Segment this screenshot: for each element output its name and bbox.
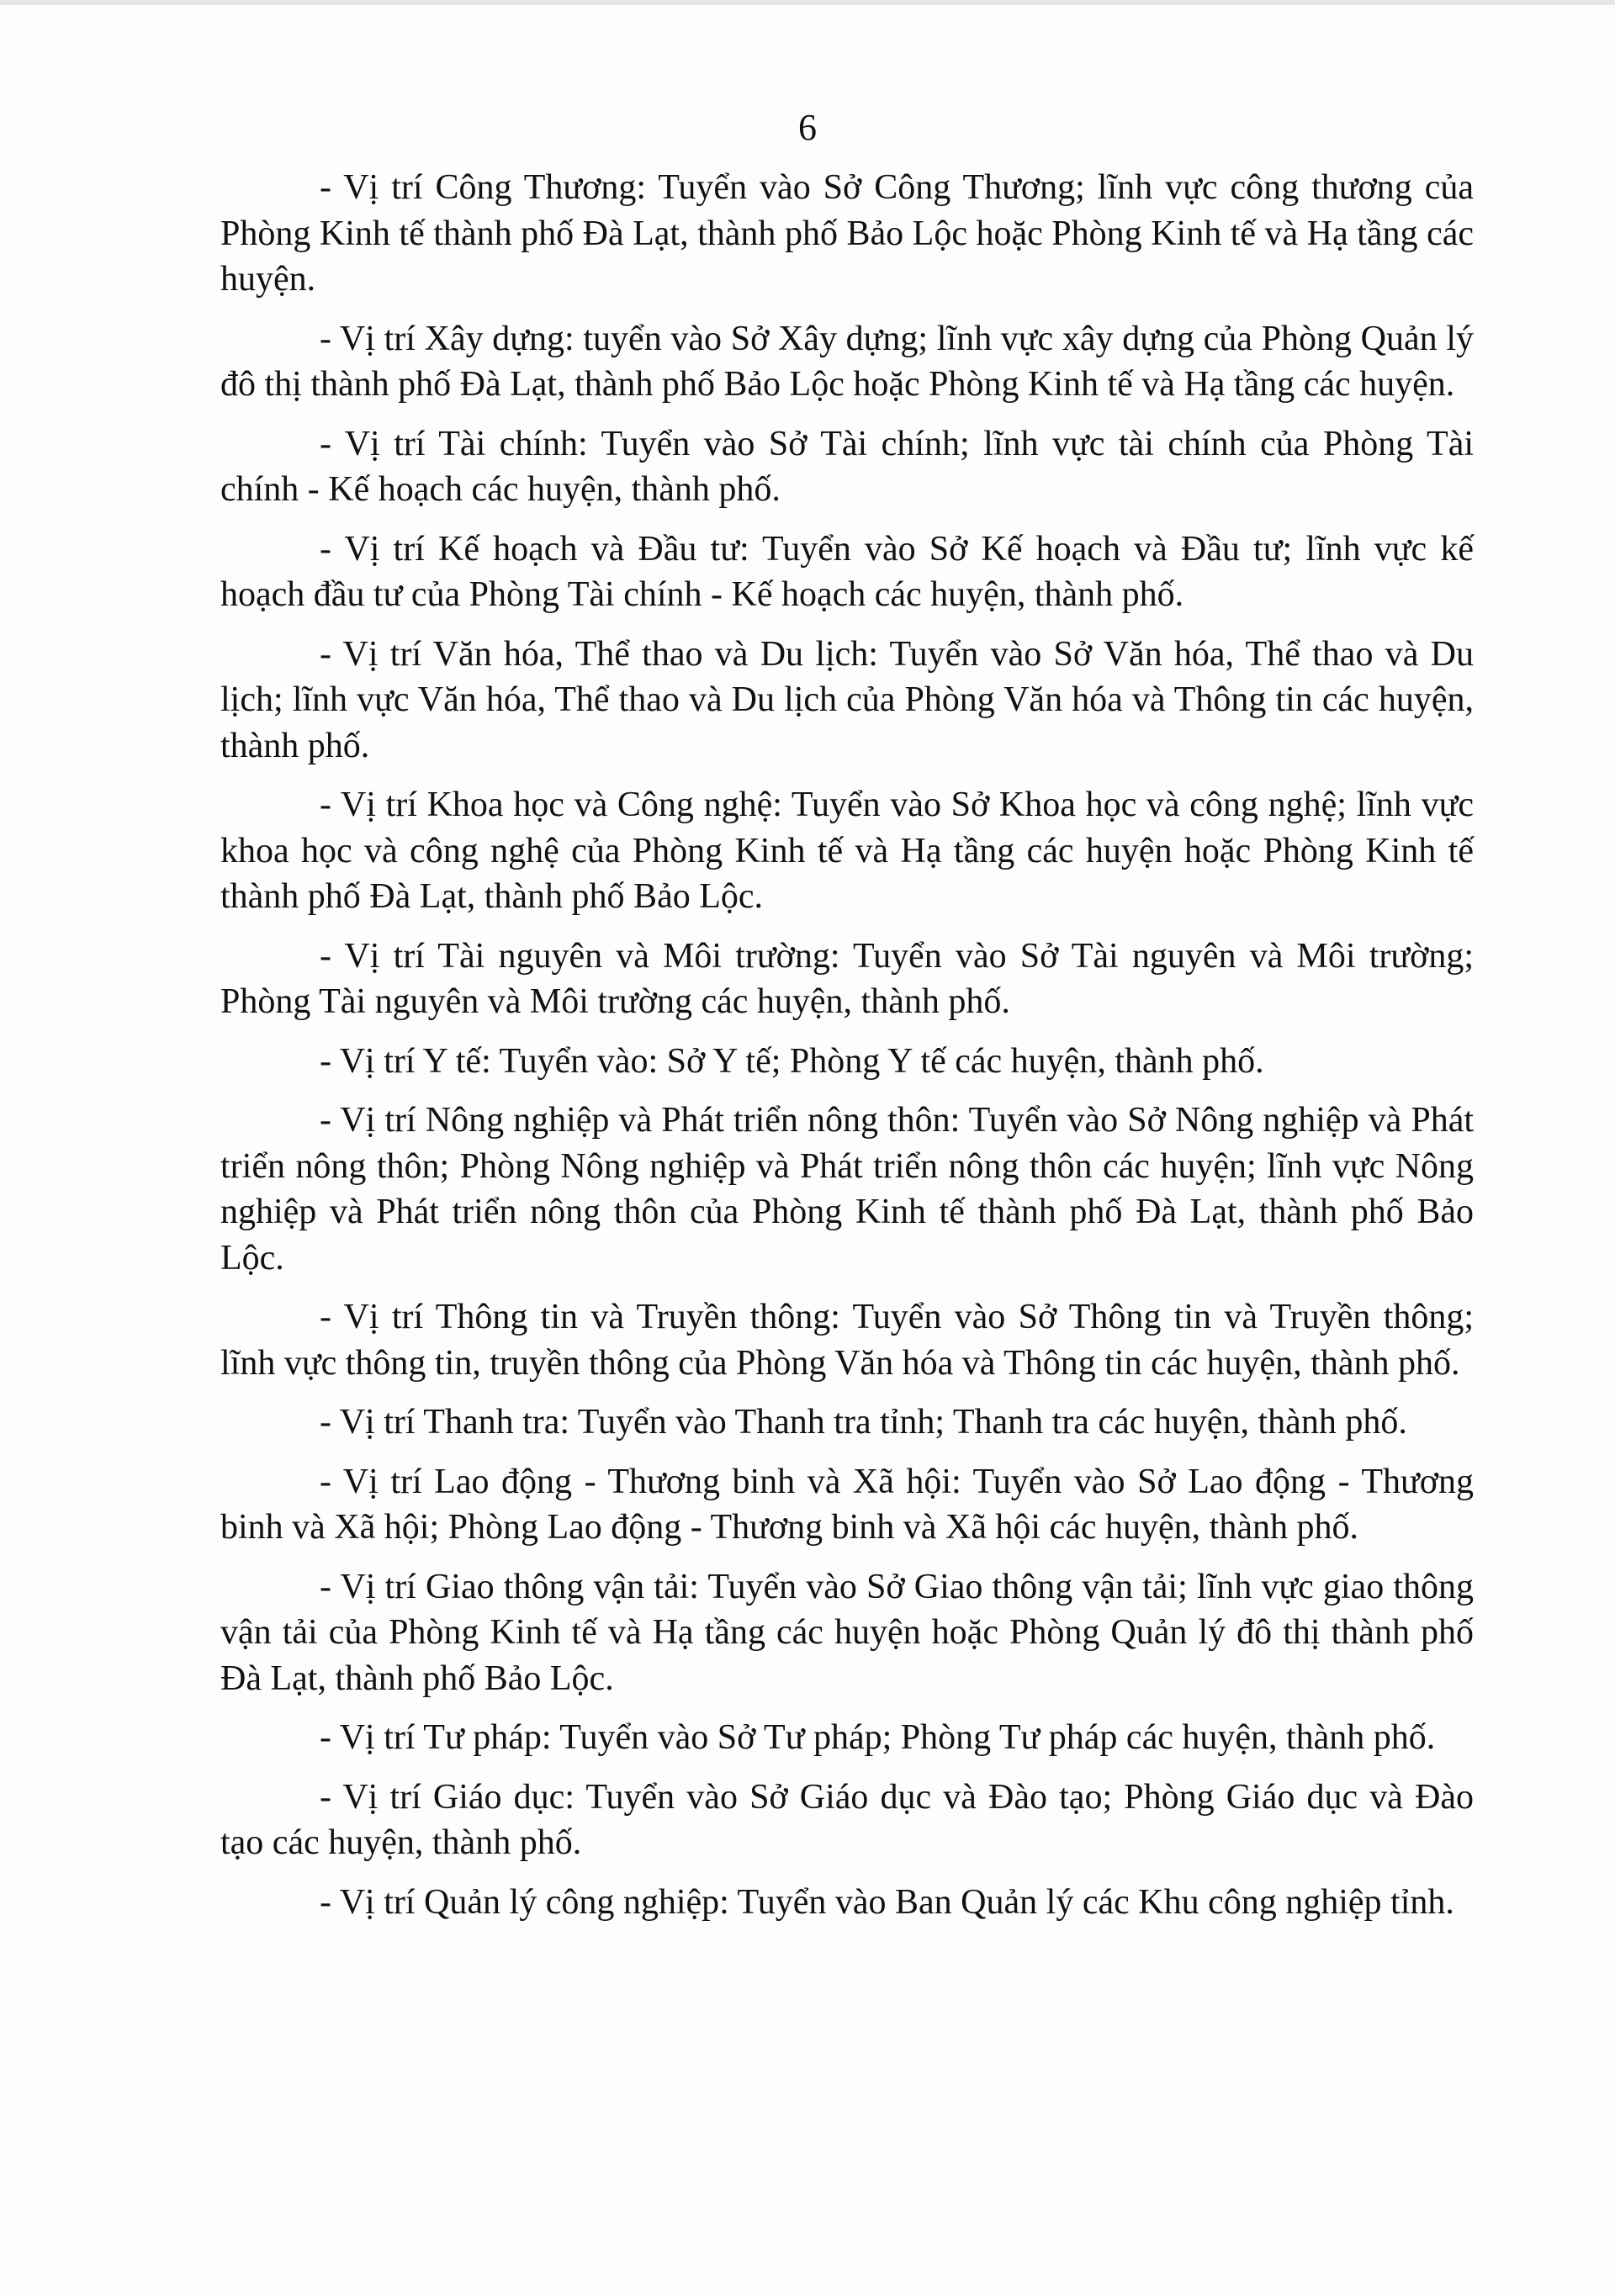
paragraph-y-te: - Vị trí Y tế: Tuyển vào: Sở Y tế; Phòng Y tế các huyện, thành phố. (320, 1041, 1264, 1081)
paragraph-tu-phap: - Vị trí Tư pháp: Tuyển vào Sở Tư pháp; Phòng Tư pháp các huyện, thành phố. (320, 1718, 1436, 1757)
paragraph-tai-nguyen-moi-truong: - Vị trí Tài nguyên và Môi trường: Tuyển vào Sở Tài nguyên và Môi trường; Phòng Tài nguyên và Môi trường các huyện, thành phố. (220, 936, 1474, 1021)
paragraph-quan-ly-cong-nghiep: - Vị trí Quản lý công nghiệp: Tuyển vào Ban Quản lý các Khu công nghiệp tỉnh. (320, 1882, 1454, 1922)
paragraph-cong-thuong: - Vị trí Công Thương: Tuyển vào Sở Công Thương; lĩnh vực công thương của Phòng Kinh tế thành phố Đà Lạt, thành phố Bảo Lộc hoặc Phòng Kinh tế và Hạ tầng các huyện. (220, 168, 1474, 299)
paragraph-van-hoa-the-thao-du-lich: - Vị trí Văn hóa, Thể thao và Du lịch: Tuyển vào Sở Văn hóa, Thể thao và Du lịch; lĩnh vực Văn hóa, Thể thao và Du lịch của Phòng Văn hóa và Thông tin các huyện, thành phố. (220, 634, 1474, 765)
paragraph-lao-dong: - Vị trí Lao động - Thương binh và Xã hội: Tuyển vào Sở Lao động - Thương binh và Xã hội; Phòng Lao động - Thương binh và Xã hội các huyện, thành phố. (220, 1462, 1474, 1547)
document-body (220, 165, 1474, 1939)
paragraph-giao-thong-van-tai: - Vị trí Giao thông vận tải: Tuyển vào Sở Giao thông vận tải; lĩnh vực giao thông vận tải của Phòng Kinh tế và Hạ tầng các huyện hoặc Phòng Quản lý đô thị thành phố Đà Lạt, thành phố Bảo Lộc. (220, 1567, 1474, 1698)
paragraph-ke-hoach-dau-tu: - Vị trí Kế hoạch và Đầu tư: Tuyển vào Sở Kế hoạch và Đầu tư; lĩnh vực kế hoạch đầu tư của Phòng Tài chính - Kế hoạch các huyện, thành phố. (220, 529, 1474, 614)
page-number: 6 (798, 107, 817, 148)
paragraph-khoa-hoc-cong-nghe: - Vị trí Khoa học và Công nghệ: Tuyển vào Sở Khoa học và công nghệ; lĩnh vực khoa học và công nghệ của Phòng Kinh tế và Hạ tầng các huyện hoặc Phòng Kinh tế thành phố Đà Lạt, thành phố Bảo Lộc. (220, 786, 1474, 916)
paragraph-thong-tin-truyen-thong: - Vị trí Thông tin và Truyền thông: Tuyển vào Sở Thông tin và Truyền thông; lĩnh vực thông tin, truyền thông của Phòng Văn hóa và Thông tin các huyện, thành phố. (220, 1298, 1474, 1383)
paragraph-giao-duc: - Vị trí Giáo dục: Tuyển vào Sở Giáo dục và Đào tạo; Phòng Giáo dục và Đào tạo các huyện, thành phố. (220, 1777, 1474, 1862)
paragraph-xay-dung: - Vị trí Xây dựng: tuyển vào Sở Xây dựng; lĩnh vực xây dựng của Phòng Quản lý đô thị thành phố Đà Lạt, thành phố Bảo Lộc hoặc Phòng Kinh tế và Hạ tầng các huyện. (220, 319, 1474, 404)
paragraph-tai-chinh: - Vị trí Tài chính: Tuyển vào Sở Tài chính; lĩnh vực tài chính của Phòng Tài chính - Kế hoạch các huyện, thành phố. (220, 424, 1474, 509)
paragraph-thanh-tra: - Vị trí Thanh tra: Tuyển vào Thanh tra tỉnh; Thanh tra các huyện, thành phố. (320, 1403, 1407, 1442)
paragraph-nong-nghiep: - Vị trí Nông nghiệp và Phát triển nông thôn: Tuyển vào Sở Nông nghiệp và Phát triển nông thôn; Phòng Nông nghiệp và Phát triển nông thôn các huyện; lĩnh vực Nông nghiệp và Phát triển nông thôn của Phòng Kinh tế thành phố Đà Lạt, thành phố Bảo Lộc. (220, 1101, 1474, 1278)
